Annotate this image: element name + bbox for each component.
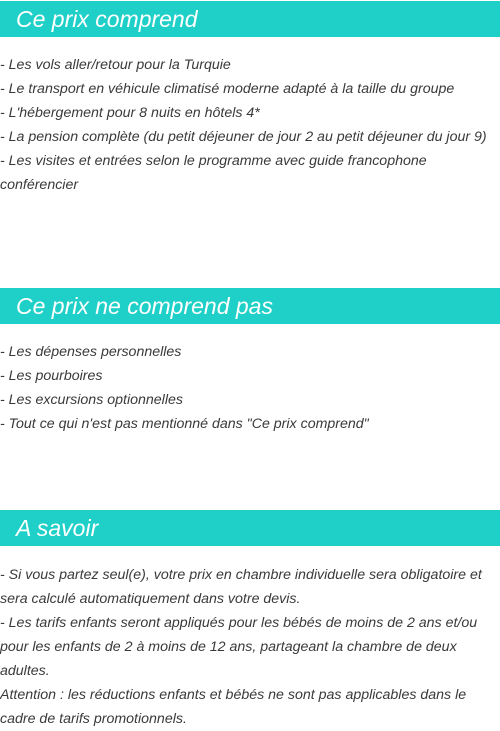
section-body-ce-prix-comprend [0,53,500,197]
section-title: A savoir [16,515,99,541]
list-item: - Tout ce qui n'est pas mentionné dans "Ce prix comprend" [0,416,369,432]
section-header-ce-prix-ne-comprend-pas [0,288,500,324]
list-item: - Les tarifs enfants seront appliqués pour les bébés de moins de 2 ans et/ou pour les enfants de 2 à moins de 12 ans, partageant la chambre de deux adultes. [0,615,478,679]
section-header-a-savoir [0,510,500,546]
section-title: Ce prix comprend [16,6,198,32]
list-item: Attention : les réductions enfants et bébés ne sont pas applicables dans le cadre de tarifs promotionnels. [0,687,467,727]
list-item: - Les dépenses personnelles [0,344,182,360]
list-item: - Les pourboires [0,368,103,384]
section-body-ce-prix-ne-comprend-pas [0,340,500,436]
list-item: - Si vous partez seul(e), votre prix en chambre individuelle sera obligatoire et sera calculé automatiquement dans votre devis. [0,567,482,607]
section-title: Ce prix ne comprend pas [16,293,273,319]
list-item: - L'hébergement pour 8 nuits en hôtels 4* [0,105,260,121]
list-item: - Les excursions optionnelles [0,392,183,408]
list-item: - Les vols aller/retour pour la Turquie [0,57,231,73]
list-item: - Le transport en véhicule climatisé moderne adapté à la taille du groupe [0,81,455,97]
section-body-a-savoir [0,563,500,731]
section-header-ce-prix-comprend [0,1,500,37]
list-item: - La pension complète (du petit déjeuner de jour 2 au petit déjeuner du jour 9) [0,129,487,145]
list-item: - Les visites et entrées selon le programme avec guide francophone conférencier [0,153,427,193]
